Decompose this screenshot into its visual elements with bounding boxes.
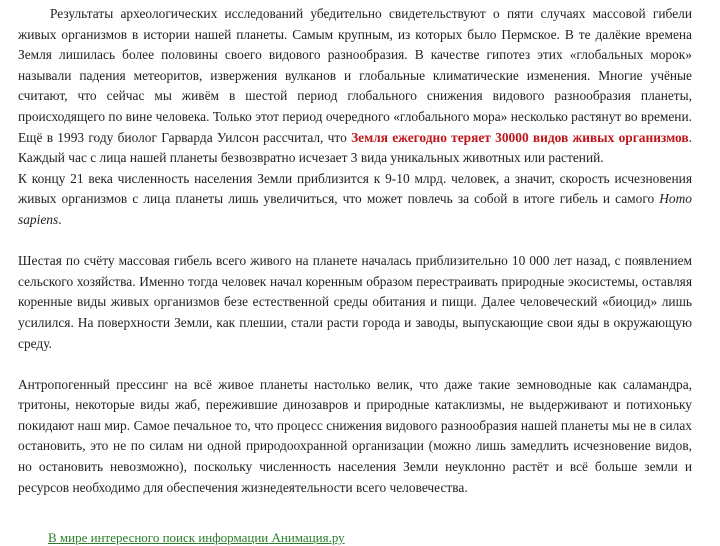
paragraph-population — [18, 169, 692, 231]
paragraph-spacer — [18, 354, 692, 375]
paragraph-sixth-extinction: Шестая по счёту массовая гибель всего живого на планете началась приблизительно 10 000 лет назад, с появлением сельского хозяйства. Именно тогда человек начал коренным образом перестраивать природные экосистемы, оставляя коренные виды живых организмов безе естественной среды обитания и пищи. Далее человеческий «биоцид» лишь усилился. На поверхности Земли, как плешии, стали расти города и заводы, выпускающие свои яды в окружающую среду. — [18, 253, 692, 351]
paragraph-text: . — [58, 211, 62, 227]
highlighted-statement: Земля ежегодно теряет 30000 видов живых организмов — [351, 129, 689, 145]
paragraph-mass-extinctions — [18, 4, 692, 169]
paragraph-text: Результаты археологических исследований убедительно свидетельствуют о пяти случаях массовой гибели живых организмов в истории нашей планеты. Самым крупным, из которых было Пермское. В те далёкие времена Земля лишилась более половины своего видового разнообразия. В качестве гипотез этих «глобальных морок» называли падения метеоритов, извержения вулканов и глобальные климатические изменения. Многие учёные считают, что сейчас мы живём в шестой период глобального снижения видового разнообразия планеты, происходящего по вине человека. Только этот период очередного «глобального мора» несколько растянут во времени. Ещё в 1993 году биолог Гарварда Уилсон рассчитал, что — [18, 6, 692, 145]
species-name: Homo sapiens — [18, 191, 692, 227]
paragraph-text: . Каждый час с лица нашей планеты безвозвратно исчезает 3 вида уникальных животных или растений. — [18, 129, 693, 166]
paragraph-anthropogenic-pressure: Антропогенный прессинг на всё живое планеты настолько велик, что даже такие земноводные как саламандра, тритоны, некоторые виды жаб, пережившие динозавров и природные катаклизмы, не выдерживают и потихоньку покидают наш мир. Самое печальное то, что процесс снижения видового разнообразия нашей планеты мы не в силах остановить, это не по силам ни одной природоохранной организации (можно лишь замедлить исчезновение видов, но остановить невозможно), поскольку численность населения Земли неуклонно растёт и всё больше земли и ресурсов необходимо для обеспечения жизнедеятельности всего человечества. — [18, 376, 692, 495]
document-body — [18, 4, 692, 498]
paragraph-text: К концу 21 века численность населения Земли приблизится к 9-10 млрд. человек, а значит, скорость исчезновения живых организмов с лица планеты лишь увеличиться, что может повлечь за собой в итоге гибель и самого — [18, 170, 692, 207]
paragraph-spacer — [18, 231, 692, 252]
footer-link[interactable]: В мире интересного поиск информации Анимация.ру — [48, 530, 345, 545]
